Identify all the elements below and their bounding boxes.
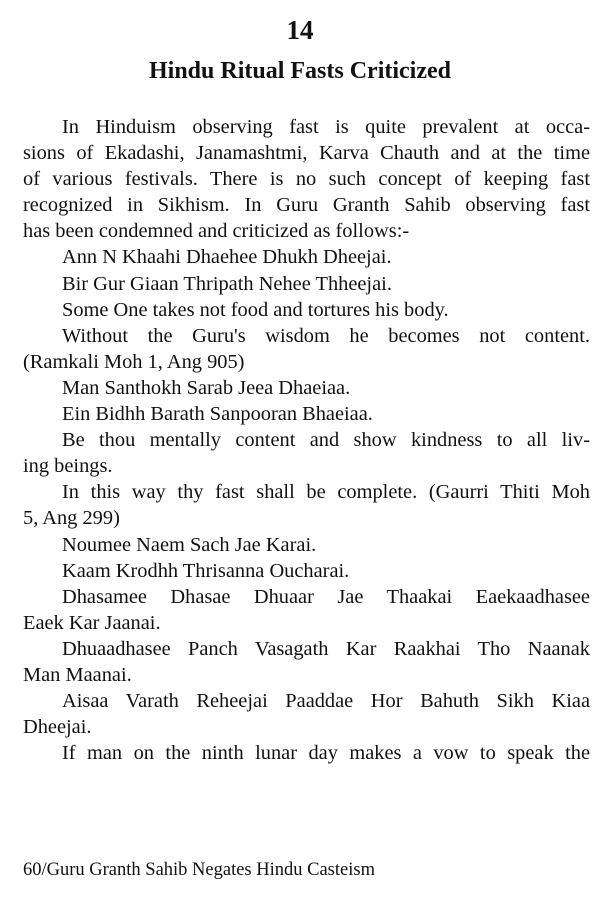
citation-line: (Ramkali Moh 1, Ang 905) <box>23 350 245 373</box>
verse-line: Man Maanai. <box>23 663 132 686</box>
translation-line: Without the Guru's wisdom he becomes not content. <box>62 324 590 347</box>
text-line: In Hinduism observing fast is quite prevalent at occa- <box>62 116 590 138</box>
verse-line: Dheejai. <box>23 716 92 739</box>
text-line: of various festivals. There is no such concept of keeping fast <box>23 168 590 191</box>
text-line: recognized in Sikhism. In Guru Granth Sahib observing fast <box>23 194 590 217</box>
body-text <box>23 114 590 766</box>
translation-line: Some One takes not food and tortures his body. <box>62 298 449 321</box>
verse-line: Bir Gur Giaan Thripath Nehee Thheejai. <box>62 272 392 295</box>
verse-line: Eaek Kar Jaanai. <box>23 611 161 634</box>
translation-line: In this way thy fast shall be complete. (Gaurri Thiti Moh <box>62 481 590 504</box>
translation-line: If man on the ninth lunar day makes a vow to speak the <box>62 742 590 765</box>
translation-line: ing beings. <box>23 455 113 478</box>
page-footer: 60/Guru Granth Sahib Negates Hindu Casteism <box>23 860 375 880</box>
chapter-number: 14 <box>286 15 314 45</box>
text-line: has been condemned and criticized as follows:- <box>23 220 410 243</box>
citation-line: 5, Ang 299) <box>23 507 120 530</box>
translation-line: Be thou mentally content and show kindness to all liv- <box>62 429 590 452</box>
chapter-title: Hindu Ritual Fasts Criticized <box>148 58 451 84</box>
verse-line: Noumee Naem Sach Jae Karai. <box>62 533 317 556</box>
verse-line: Kaam Krodhh Thrisanna Oucharai. <box>62 559 350 582</box>
verse-line: Dhasamee Dhasae Dhuaar Jae Thaakai Eaekaadhasee <box>62 585 590 608</box>
verse-line: Ann N Khaahi Dhaehee Dhukh Dheejai. <box>62 246 392 269</box>
verse-line: Dhuaadhasee Panch Vasagath Kar Raakhai Tho Naanak <box>62 637 590 660</box>
verse-line: Ein Bidhh Barath Sanpooran Bhaeiaa. <box>62 403 373 426</box>
verse-line: Aisaa Varath Reheejai Paaddae Hor Bahuth Sikh Kiaa <box>62 690 590 713</box>
verse-line: Man Santhokh Sarab Jeea Dhaeiaa. <box>62 376 351 399</box>
text-line: sions of Ekadashi, Janamashtmi, Karva Chauth and at the time <box>23 142 590 165</box>
